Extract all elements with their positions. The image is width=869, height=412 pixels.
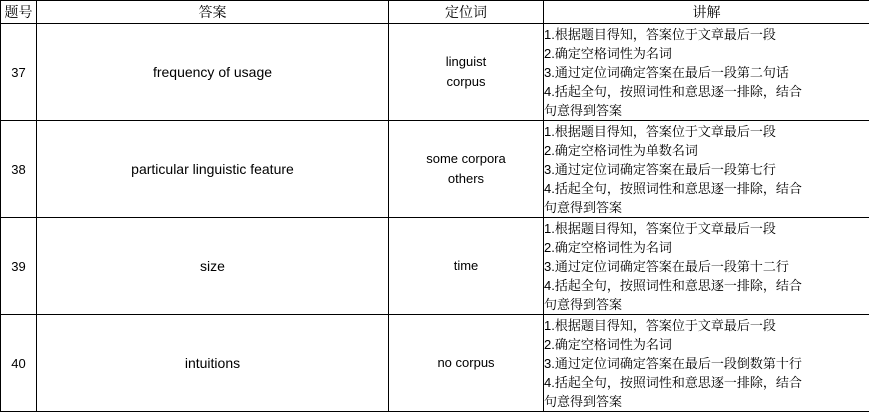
explanation-line: 3.通过定位词确定答案在最后一段第二句话 <box>544 64 789 80</box>
cell-question-number: 39 <box>1 218 37 315</box>
table-row <box>1 218 869 315</box>
cell-question-number: 38 <box>1 121 37 218</box>
locator-line: some corpora <box>426 151 506 166</box>
cell-answer: size <box>37 218 389 315</box>
locator-line: corpus <box>446 74 486 89</box>
explanation-line: 句意得到答案 <box>544 393 623 409</box>
cell-answer: particular linguistic feature <box>37 121 389 218</box>
cell-question-number: 37 <box>1 24 37 121</box>
locator-line: others <box>447 171 485 186</box>
explanation-line: 2.确定空格词性为名词 <box>544 45 672 61</box>
cell-question-number: 40 <box>1 315 37 412</box>
table-header-row <box>1 1 869 24</box>
column-header-explanation: 讲解 <box>544 1 869 24</box>
explanation-line: 2.确定空格词性为单数名词 <box>544 142 698 158</box>
table-row <box>1 315 869 412</box>
explanation-line: 3.通过定位词确定答案在最后一段倒数第十行 <box>544 355 802 371</box>
table-body <box>1 24 869 412</box>
cell-explanation <box>544 218 869 315</box>
explanation-line: 3.通过定位词确定答案在最后一段第七行 <box>544 161 776 177</box>
explanation-line: 1.根据题目得知，答案位于文章最后一段 <box>544 220 776 236</box>
cell-answer: intuitions <box>37 315 389 412</box>
explanation-line: 句意得到答案 <box>544 102 623 118</box>
explanation-line: 1.根据题目得知，答案位于文章最后一段 <box>544 123 776 139</box>
cell-explanation <box>544 121 869 218</box>
explanation-line: 1.根据题目得知，答案位于文章最后一段 <box>544 26 776 42</box>
cell-locator <box>389 24 544 121</box>
explanation-line: 2.确定空格词性为名词 <box>544 239 672 255</box>
explanation-line: 3.通过定位词确定答案在最后一段第十二行 <box>544 258 789 274</box>
column-header-answer: 答案 <box>37 1 389 24</box>
table-row <box>1 24 869 121</box>
column-header-locator-word: 定位词 <box>389 1 544 24</box>
locator-line: time <box>453 258 479 273</box>
table-row <box>1 121 869 218</box>
cell-locator <box>389 218 544 315</box>
explanation-line: 4.括起全句，按照词性和意思逐一排除，结合 <box>544 374 802 390</box>
locator-line: linguist <box>445 54 487 69</box>
explanation-line: 2.确定空格词性为名词 <box>544 336 672 352</box>
cell-locator <box>389 121 544 218</box>
explanation-line: 句意得到答案 <box>544 296 623 312</box>
column-header-question-number: 题号 <box>1 1 37 24</box>
explanation-line: 4.括起全句，按照词性和意思逐一排除，结合 <box>544 180 802 196</box>
explanation-line: 4.括起全句，按照词性和意思逐一排除，结合 <box>544 83 802 99</box>
explanation-line: 句意得到答案 <box>544 199 623 215</box>
table-header <box>1 1 869 24</box>
cell-explanation <box>544 24 869 121</box>
explanation-line: 4.括起全句，按照词性和意思逐一排除，结合 <box>544 277 802 293</box>
cell-locator <box>389 315 544 412</box>
explanation-line: 1.根据题目得知，答案位于文章最后一段 <box>544 317 776 333</box>
cell-explanation <box>544 315 869 412</box>
locator-line: no corpus <box>437 355 495 370</box>
cell-answer: frequency of usage <box>37 24 389 121</box>
